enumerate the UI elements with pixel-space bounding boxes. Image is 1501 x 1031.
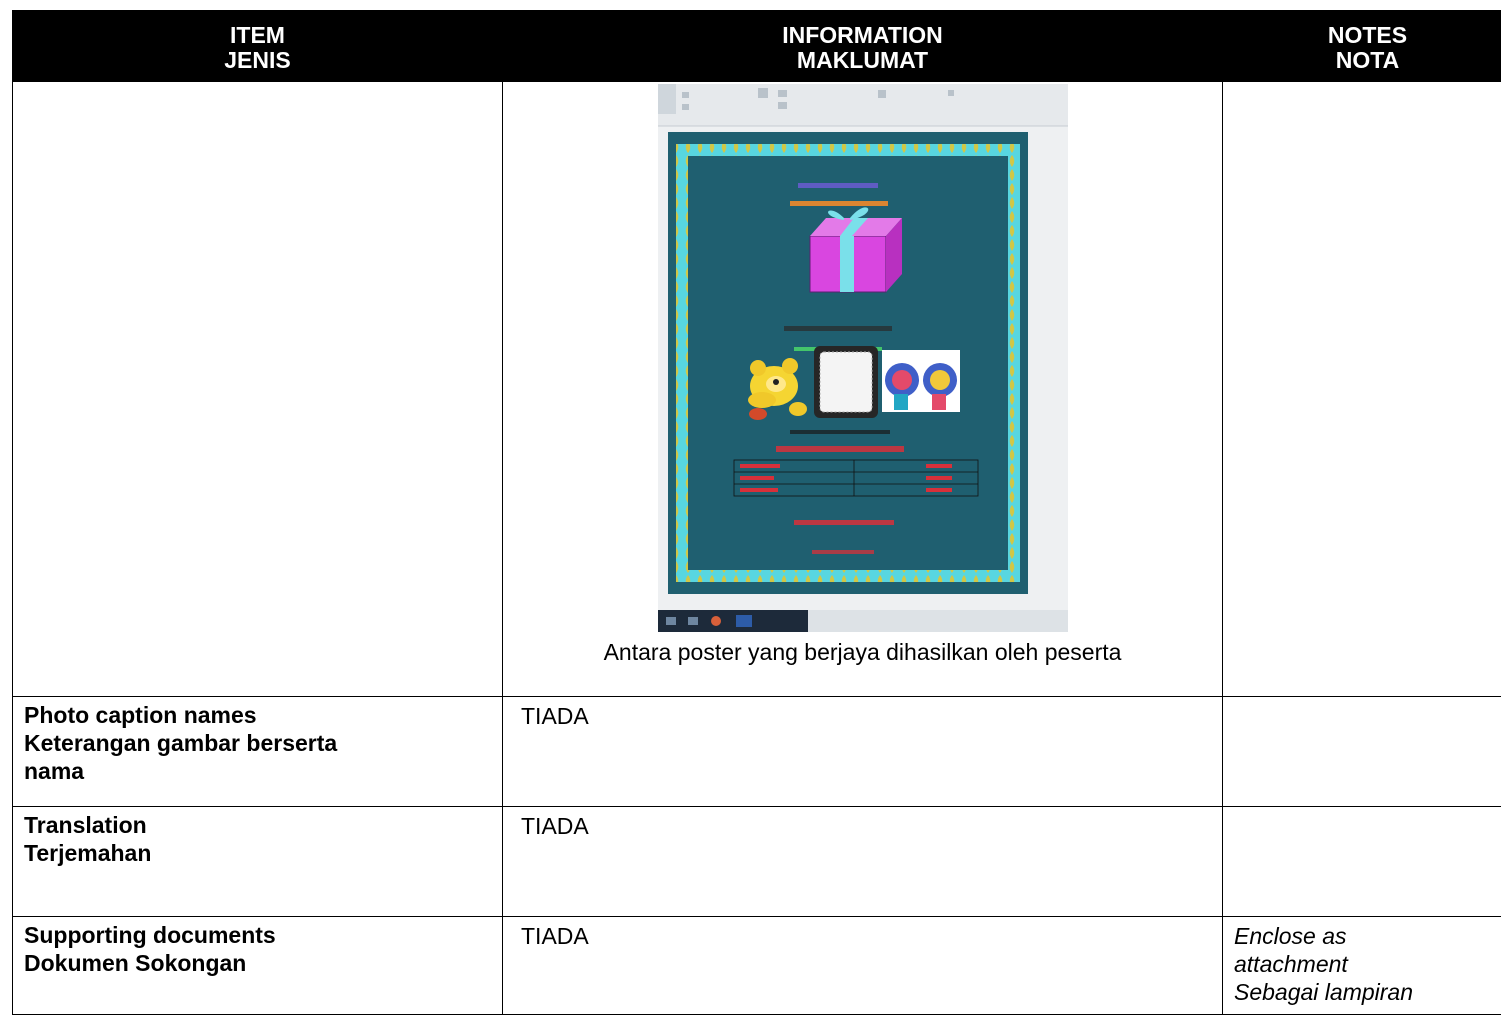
label-line: Translation [24,812,147,838]
label-line: Dokumen Sokongan [24,950,247,976]
row-label-supporting-docs [13,917,503,1015]
table-row [13,917,1501,1015]
row-note-supporting-docs [1223,917,1501,1015]
header-information-ms: MAKLUMAT [796,47,929,73]
row-value-photo-caption: TIADA [503,697,1223,807]
note-line: attachment [1234,951,1348,977]
label-line: Supporting documents [24,922,276,948]
photo-frame-icon [814,346,878,418]
label-line: nama [24,758,85,784]
table-row [13,697,1501,807]
header-notes-ms: NOTA [1335,47,1400,73]
row-label-translation [13,807,503,917]
header-notes [1223,11,1501,82]
photo-caption: Antara poster yang berjaya dihasilkan oleh peserta [603,639,1122,665]
row-label-photo-caption [13,697,503,807]
label-line: Keterangan gambar berserta [24,730,338,756]
header-item-en: ITEM [230,22,285,48]
header-notes-en: NOTES [1327,22,1408,48]
row-value-translation: TIADA [503,807,1223,917]
poster-photo-svg [658,84,1068,632]
row-value-supporting-docs: TIADA [503,917,1223,1015]
label-line: Terjemahan [24,840,152,866]
label-line: Photo caption names [24,702,257,728]
table-row [13,807,1501,917]
header-item-ms: JENIS [224,47,291,73]
table-header [13,11,1501,82]
notes-cell-empty [1223,82,1501,697]
poster-photo [658,84,1068,632]
watch-icon [882,350,960,412]
header-item [13,11,503,82]
row-note-translation [1223,807,1501,917]
table-row-photo [13,82,1501,697]
note-line: Enclose as [1234,923,1347,949]
header-information-en: INFORMATION [782,22,943,48]
row-note-photo-caption [1223,697,1501,807]
photo-cell [503,82,1223,697]
note-line: Sebagai lampiran [1234,979,1414,1005]
item-cell-empty [13,82,503,697]
header-information [503,11,1223,82]
document-table [12,10,1501,1015]
